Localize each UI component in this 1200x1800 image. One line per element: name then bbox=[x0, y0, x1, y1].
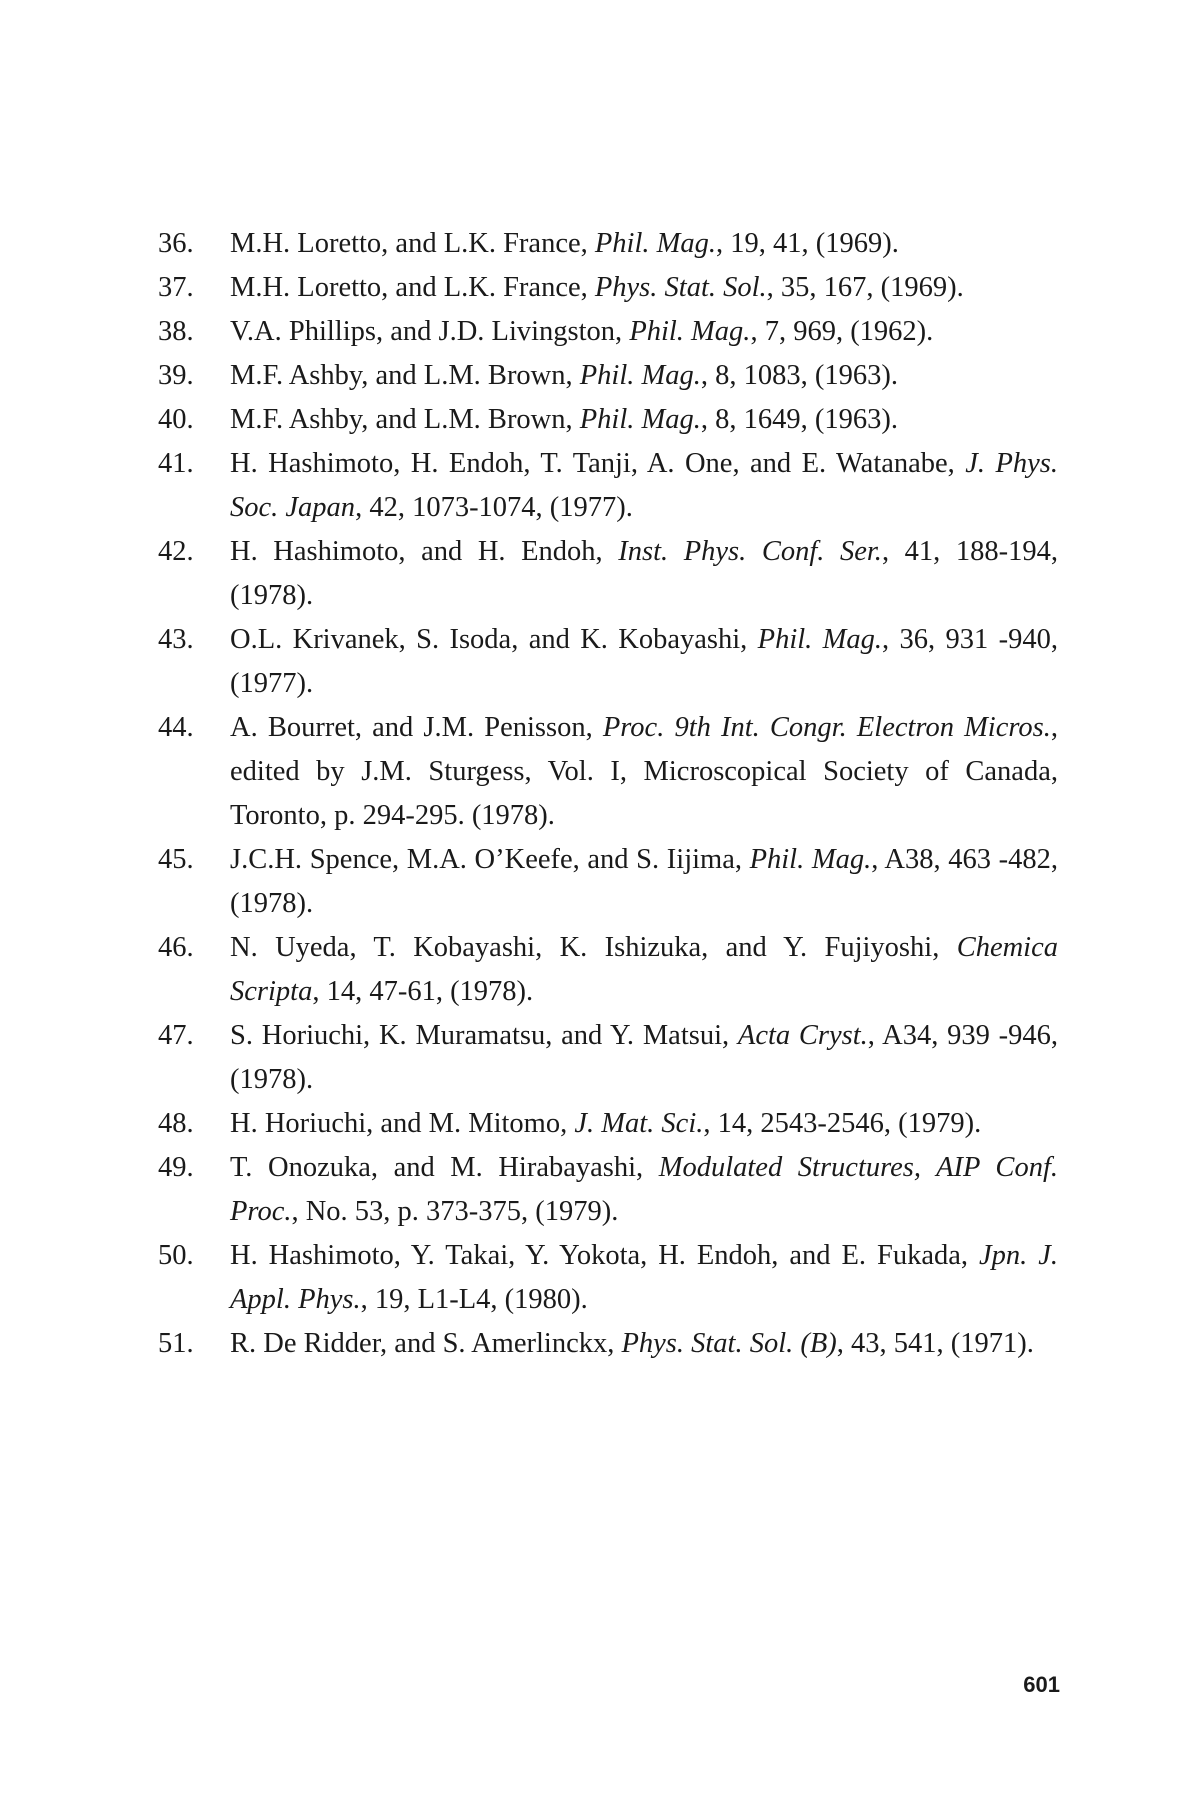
reference-text-segment: , 8, 1649, (1963). bbox=[700, 404, 898, 435]
reference-text-segment: O.L. Krivanek, S. Isoda, and K. Kobayashi, bbox=[230, 624, 758, 655]
reference-text-segment: M.H. Loretto, and L.K. France, bbox=[230, 272, 595, 303]
reference-text bbox=[230, 1102, 1058, 1146]
reference-text bbox=[230, 1322, 1058, 1366]
reference-text-segment: , 35, 167, (1969). bbox=[766, 272, 964, 303]
reference-source-italic: Modulated Structures, AIP Conf. Proc. bbox=[230, 1152, 1058, 1227]
reference-number: 44. bbox=[158, 712, 194, 743]
reference-text bbox=[230, 1146, 1058, 1234]
reference-number: 51. bbox=[158, 1328, 194, 1359]
reference-text-segment: A. Bourret, and J.M. Penisson, bbox=[230, 712, 603, 743]
reference-number: 50. bbox=[158, 1240, 194, 1271]
reference-number: 43. bbox=[158, 624, 194, 655]
reference-text-segment: , 43, 541, (1971). bbox=[836, 1328, 1034, 1359]
reference-source-italic: Jpn. J. Appl. Phys. bbox=[230, 1240, 1058, 1315]
reference-source-italic: Phil. Mag. bbox=[757, 624, 883, 655]
reference-text bbox=[230, 266, 1058, 310]
reference-item bbox=[158, 354, 1058, 398]
reference-item bbox=[158, 266, 1058, 310]
reference-source-italic: Phil. Mag. bbox=[594, 228, 716, 259]
reference-item bbox=[158, 1322, 1058, 1366]
reference-number: 38. bbox=[158, 316, 194, 347]
reference-item bbox=[158, 398, 1058, 442]
reference-text-segment: H. Hashimoto, Y. Takai, Y. Yokota, H. Endoh, and E. Fukada, bbox=[230, 1240, 979, 1271]
reference-text-segment: , 19, L1-L4, (1980). bbox=[360, 1284, 588, 1315]
reference-text bbox=[230, 354, 1058, 398]
reference-text-segment: , 42, 1073-1074, (1977). bbox=[355, 492, 633, 523]
reference-text-segment: R. De Ridder, and S. Amerlinckx, bbox=[230, 1328, 622, 1359]
reference-text-segment: , 14, 47-61, (1978). bbox=[312, 976, 534, 1007]
reference-number: 45. bbox=[158, 844, 194, 875]
reference-text-segment: , edited by J.M. Sturgess, Vol. I, Microscopical Society of Canada, Toronto, p. 294-295. (1978). bbox=[230, 712, 1059, 831]
reference-number: 48. bbox=[158, 1108, 194, 1139]
reference-number: 46. bbox=[158, 932, 194, 963]
reference-item bbox=[158, 222, 1058, 266]
reference-text-segment: N. Uyeda, T. Kobayashi, K. Ishizuka, and Y. Fujiyoshi, bbox=[230, 932, 957, 963]
reference-source-italic: Phil. Mag. bbox=[629, 316, 751, 347]
reference-text-segment: M.H. Loretto, and L.K. France, bbox=[230, 228, 595, 259]
reference-text bbox=[230, 618, 1058, 706]
reference-text-segment: V.A. Phillips, and J.D. Livingston, bbox=[230, 316, 630, 347]
reference-text bbox=[230, 1014, 1058, 1102]
reference-item bbox=[158, 1102, 1058, 1146]
reference-text-segment: S. Horiuchi, K. Muramatsu, and Y. Matsui, bbox=[230, 1020, 738, 1051]
reference-text bbox=[230, 222, 1058, 266]
reference-item bbox=[158, 838, 1058, 926]
reference-text-segment: , A38, 463 -482, (1978). bbox=[230, 844, 1059, 919]
reference-item bbox=[158, 618, 1058, 706]
reference-source-italic: Proc. 9th Int. Congr. Electron Micros. bbox=[602, 712, 1051, 743]
reference-item bbox=[158, 706, 1058, 838]
reference-source-italic: Phys. Stat. Sol. (B) bbox=[621, 1328, 837, 1359]
reference-text-segment: T. Onozuka, and M. Hirabayashi, bbox=[230, 1152, 659, 1183]
reference-source-italic: Phys. Stat. Sol. bbox=[594, 272, 767, 303]
reference-item bbox=[158, 926, 1058, 1014]
reference-text-segment: , 8, 1083, (1963). bbox=[700, 360, 898, 391]
reference-source-italic: J. Mat. Sci. bbox=[574, 1108, 704, 1139]
reference-source-italic: Inst. Phys. Conf. Ser. bbox=[618, 536, 882, 567]
reference-item bbox=[158, 1234, 1058, 1322]
reference-item bbox=[158, 310, 1058, 354]
reference-list bbox=[158, 222, 1058, 1366]
reference-source-italic: J. Phys. Soc. Japan bbox=[230, 448, 1058, 523]
reference-number: 39. bbox=[158, 360, 194, 391]
reference-number: 41. bbox=[158, 448, 194, 479]
reference-text bbox=[230, 706, 1058, 838]
reference-text bbox=[230, 838, 1058, 926]
reference-text-segment: , 14, 2543-2546, (1979). bbox=[703, 1108, 982, 1139]
reference-text-segment: J.C.H. Spence, M.A. O’Keefe, and S. Iijima, bbox=[230, 844, 750, 875]
reference-text-segment: , 7, 969, (1962). bbox=[750, 316, 934, 347]
reference-text bbox=[230, 1234, 1058, 1322]
reference-item bbox=[158, 530, 1058, 618]
reference-source-italic: Acta Cryst. bbox=[737, 1020, 868, 1051]
reference-text bbox=[230, 442, 1058, 530]
reference-text-segment: H. Horiuchi, and M. Mitomo, bbox=[230, 1108, 575, 1139]
reference-text-segment: , A34, 939 -946, (1978). bbox=[230, 1020, 1058, 1095]
reference-source-italic: Phil. Mag. bbox=[579, 360, 701, 391]
reference-source-italic: Phil. Mag. bbox=[579, 404, 701, 435]
reference-text bbox=[230, 310, 1058, 354]
reference-number: 47. bbox=[158, 1020, 194, 1051]
reference-item bbox=[158, 1146, 1058, 1234]
reference-text bbox=[230, 926, 1058, 1014]
reference-number: 37. bbox=[158, 272, 194, 303]
reference-text-segment: , 19, 41, (1969). bbox=[716, 228, 899, 259]
reference-number: 36. bbox=[158, 228, 194, 259]
reference-text-segment: , No. 53, p. 373-375, (1979). bbox=[291, 1196, 619, 1227]
reference-text bbox=[230, 398, 1058, 442]
reference-text-segment: M.F. Ashby, and L.M. Brown, bbox=[230, 360, 580, 391]
reference-text-segment: , 36, 931 -940, (1977). bbox=[230, 624, 1058, 699]
reference-text bbox=[230, 530, 1058, 618]
page-number: 601 bbox=[1023, 1672, 1060, 1697]
reference-text-segment: M.F. Ashby, and L.M. Brown, bbox=[230, 404, 580, 435]
reference-item bbox=[158, 1014, 1058, 1102]
reference-text-segment: , 41, 188-194, (1978). bbox=[230, 536, 1058, 611]
reference-number: 42. bbox=[158, 536, 194, 567]
reference-text-segment: H. Hashimoto, and H. Endoh, bbox=[230, 536, 619, 567]
reference-source-italic: Chemica Scripta bbox=[230, 932, 1058, 1007]
reference-text-segment: H. Hashimoto, H. Endoh, T. Tanji, A. One, and E. Watanabe, bbox=[230, 448, 966, 479]
reference-item bbox=[158, 442, 1058, 530]
reference-source-italic: Phil. Mag. bbox=[749, 844, 872, 875]
reference-number: 40. bbox=[158, 404, 194, 435]
reference-number: 49. bbox=[158, 1152, 194, 1183]
